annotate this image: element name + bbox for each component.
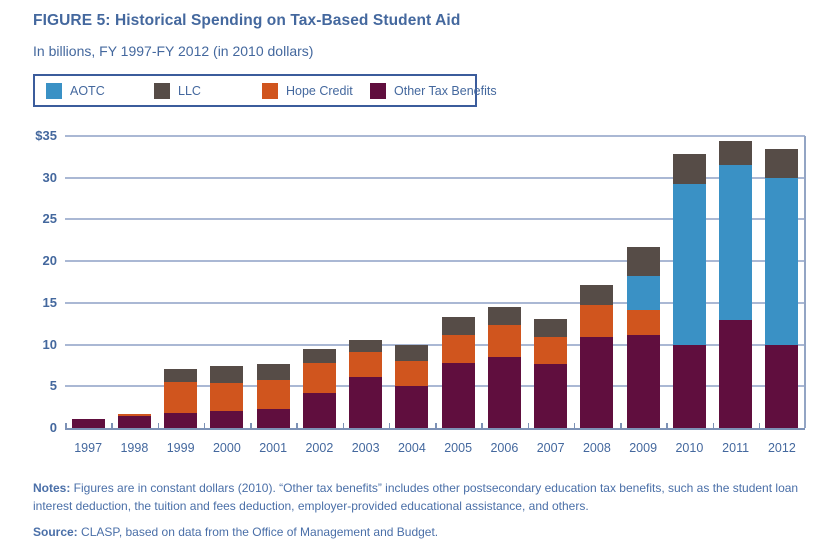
y-axis-tick-label-20: 20: [42, 253, 57, 269]
source-text: CLASP, based on data from the Office of Management and Budget.: [77, 524, 439, 539]
x-axis-label-2005: 2005: [444, 441, 473, 455]
legend-item-hope-credit: [251, 83, 359, 99]
x-axis-label-2009: 2009: [629, 441, 658, 455]
notes-text: Figures are in constant dollars (2010). “Other tax benefits” includes other postsecondary education tax benefits, such as the student loan interest deduction, the tuition and fees deduction, employer-provided educational assistance, and others.: [33, 481, 799, 513]
x-axis-label-2011: 2011: [722, 441, 750, 455]
x-axis-label-1997: 1997: [74, 441, 103, 455]
legend-label: AOTC: [70, 83, 105, 98]
legend-item-aotc: [35, 83, 143, 99]
legend-swatch-icon: [46, 83, 62, 99]
x-axis-label-2008: 2008: [582, 441, 611, 455]
figure-title: FIGURE 5: Historical Spending on Tax-Based Student Aid: [33, 12, 461, 29]
y-axis-tick-label-35: $35: [35, 128, 57, 143]
x-axis-label-2012: 2012: [767, 441, 796, 455]
x-axis-label-2007: 2007: [536, 441, 565, 455]
right-axis-line: [804, 136, 806, 428]
y-axis-tick-label-5: 5: [49, 378, 57, 394]
legend-label: LLC: [178, 83, 201, 98]
legend-swatch-icon: [370, 83, 386, 99]
legend-label: Hope Credit: [286, 83, 353, 98]
x-axis-label-2002: 2002: [305, 441, 334, 455]
x-axis-label-2001: 2001: [259, 441, 288, 455]
y-axis-tick-label-10: 10: [42, 336, 57, 352]
legend-swatch-icon: [154, 83, 170, 99]
x-axis-labels: [65, 441, 805, 455]
x-axis-label-1998: 1998: [120, 441, 149, 455]
y-axis-tick-label-15: 15: [42, 294, 57, 310]
source-label: Source:: [33, 524, 78, 539]
chart-plot: [35, 128, 805, 435]
x-axis-label-2003: 2003: [351, 441, 380, 455]
figure-notes: [33, 480, 825, 516]
legend-swatch-icon: [262, 83, 278, 99]
ticks-layer: [65, 136, 805, 428]
x-axis-label-2000: 2000: [212, 441, 241, 455]
legend-item-other-tax-benefits: [359, 83, 497, 99]
notes-label: Notes:: [33, 481, 71, 495]
x-axis-label-2004: 2004: [397, 441, 426, 455]
x-axis-label-2010: 2010: [675, 441, 704, 455]
y-axis-tick-label-25: 25: [42, 211, 57, 227]
figure-source: [33, 525, 825, 539]
y-axis-tick-label-30: 30: [42, 169, 57, 185]
legend-item-llc: [143, 83, 251, 99]
y-axis-tick-label-0: 0: [49, 420, 57, 435]
x-axis-label-2006: 2006: [490, 441, 519, 455]
x-axis-line: [65, 428, 805, 430]
legend-label: Other Tax Benefits: [394, 83, 497, 98]
figure-subtitle: In billions, FY 1997-FY 2012 (in 2010 dollars): [33, 43, 314, 59]
x-axis-label-1999: 1999: [166, 441, 195, 455]
chart-legend: [33, 74, 497, 107]
